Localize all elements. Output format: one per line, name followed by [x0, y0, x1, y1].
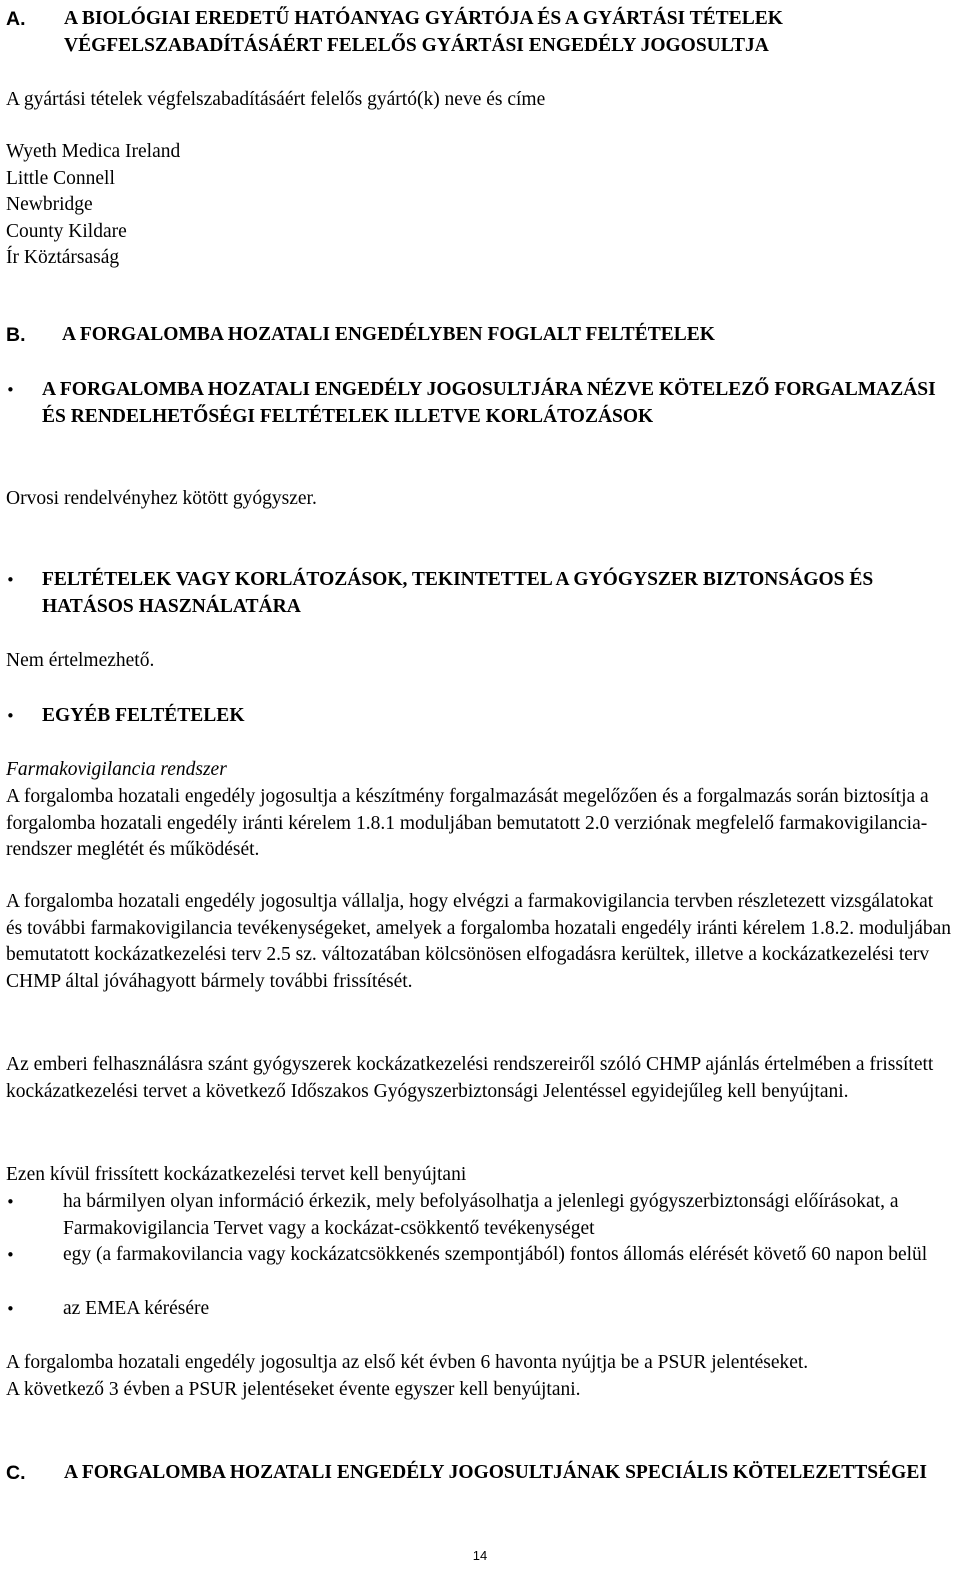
bullet-icon: • — [6, 381, 15, 399]
bullet-icon: • — [6, 1300, 15, 1318]
pharmacovigilance-subtitle: Farmakovigilancia rendszer — [6, 759, 227, 780]
condition-1-text: Orvosi rendelvényhez kötött gyógyszer. — [6, 488, 317, 509]
paragraph-5 — [6, 1350, 954, 1403]
paragraph-5-line-1: A forgalomba hozatali engedély jogosultja az első két évben 6 havonta nyújtja be a PSUR jelentéseket. — [6, 1352, 809, 1373]
condition-heading-2 — [6, 567, 954, 620]
condition-heading-1 — [6, 377, 954, 430]
condition-heading-2-title: FELTÉTELEK VAGY KORLÁTOZÁSOK, TEKINTETTEL A GYÓGYSZER BIZTONSÁGOS ÉS HATÁSOS HASZNÁLATÁRA — [42, 569, 874, 617]
paragraph-4-intro: Ezen kívül frissített kockázatkezelési tervet kell benyújtani — [6, 1164, 467, 1185]
address-line: Wyeth Medica Ireland — [6, 141, 181, 162]
condition-heading-3 — [6, 703, 954, 730]
bullet-icon: • — [6, 571, 15, 589]
bullet-icon: • — [6, 1246, 15, 1264]
section-a-heading — [6, 6, 954, 59]
paragraph-5-line-2: A következő 3 évben a PSUR jelentéseket évente egyszer kell benyújtani. — [6, 1378, 581, 1400]
list-item-text: egy (a farmakovilancia vagy kockázatcsökkenés szempontjából) fontos állomás elérését követő 60 napon belül — [63, 1244, 928, 1265]
section-b-heading — [6, 322, 954, 349]
list-item-text: ha bármilyen olyan információ érkezik, mely befolyásolhatja a jelenlegi gyógyszerbiztonsági előírásokat, a Farmakovigilancia Tervet vagy a kockázat-csökkentő tevékenységet — [63, 1191, 899, 1239]
condition-2-text: Nem értelmezhető. — [6, 650, 155, 671]
bullet-icon: • — [6, 707, 15, 725]
list-item — [6, 1296, 954, 1323]
section-a-title: A BIOLÓGIAI EREDETŰ HATÓANYAG GYÁRTÓJA ÉS A GYÁRTÁSI TÉTELEK VÉGFELSZABADÍTÁSÁÉRT FELELŐS GYÁRTÁSI ENGEDÉLY JOGOSULTJA — [64, 8, 783, 56]
address-line: County Kildare — [6, 220, 127, 242]
section-b-title: A FORGALOMBA HOZATALI ENGEDÉLYBEN FOGLALT FELTÉTELEK — [62, 324, 715, 345]
condition-heading-3-title: EGYÉB FELTÉTELEK — [42, 705, 245, 726]
list-item-text: az EMEA kérésére — [63, 1298, 210, 1319]
paragraph-1: A forgalomba hozatali engedély jogosultja a készítmény forgalmazását megelőzően és a forgalmazás során biztosítja a forgalomba hozatali engedély iránti kérelem 1.8.1 moduljában bemutatott 2.0 verziónak megfelelő farmakovigilancia-rendszer meglétét és működését. — [6, 786, 929, 860]
manufacturer-address — [6, 139, 954, 272]
address-line: Ír Köztársaság — [6, 247, 120, 268]
list-item — [6, 1189, 954, 1242]
section-c-heading — [6, 1460, 954, 1487]
section-c-title: A FORGALOMBA HOZATALI ENGEDÉLY JOGOSULTJÁNAK SPECIÁLIS KÖTELEZETTSÉGEI — [64, 1462, 927, 1483]
paragraph-2: A forgalomba hozatali engedély jogosultja vállalja, hogy elvégzi a farmakovigilancia tervben részletezett vizsgálatokat és további farmakovigilancia tevékenységeket, amelyek a forgalomba hozatali engedély iránti kérelem 1.8.2. moduljában bemutatott kockázatkezelési terv 2.5 sz. változatában kölcsönösen elfogadásra kerültek, illetve a kockázatkezelési terv CHMP által jóváhagyott bármely további frissítését. — [6, 891, 952, 992]
page-number: 14 — [472, 1548, 488, 1563]
section-b-number: B. — [6, 324, 26, 346]
address-line: Little Connell — [6, 167, 115, 189]
section-a-number: A. — [6, 8, 26, 30]
paragraph-3: Az emberi felhasználásra szánt gyógyszerek kockázatkezelési rendszereiről szóló CHMP ajánlás értelmében a frissített kockázatkezelési tervet a következő Időszakos Gyógyszerbiztonsági Jelentéssel egyidejűleg kell benyújtani. — [6, 1054, 934, 1102]
list-item — [6, 1242, 954, 1269]
section-c-number: C. — [6, 1462, 26, 1484]
address-line: Newbridge — [6, 194, 93, 215]
bullet-icon: • — [6, 1193, 15, 1211]
condition-heading-1-title: A FORGALOMBA HOZATALI ENGEDÉLY JOGOSULTJÁRA NÉZVE KÖTELEZŐ FORGALMAZÁSI ÉS RENDELHETŐSÉGI FELTÉTELEK ILLETVE KORLÁTOZÁSOK — [42, 379, 936, 427]
manufacturer-label: A gyártási tételek végfelszabadításáért felelős gyártó(k) neve és címe — [6, 89, 546, 110]
